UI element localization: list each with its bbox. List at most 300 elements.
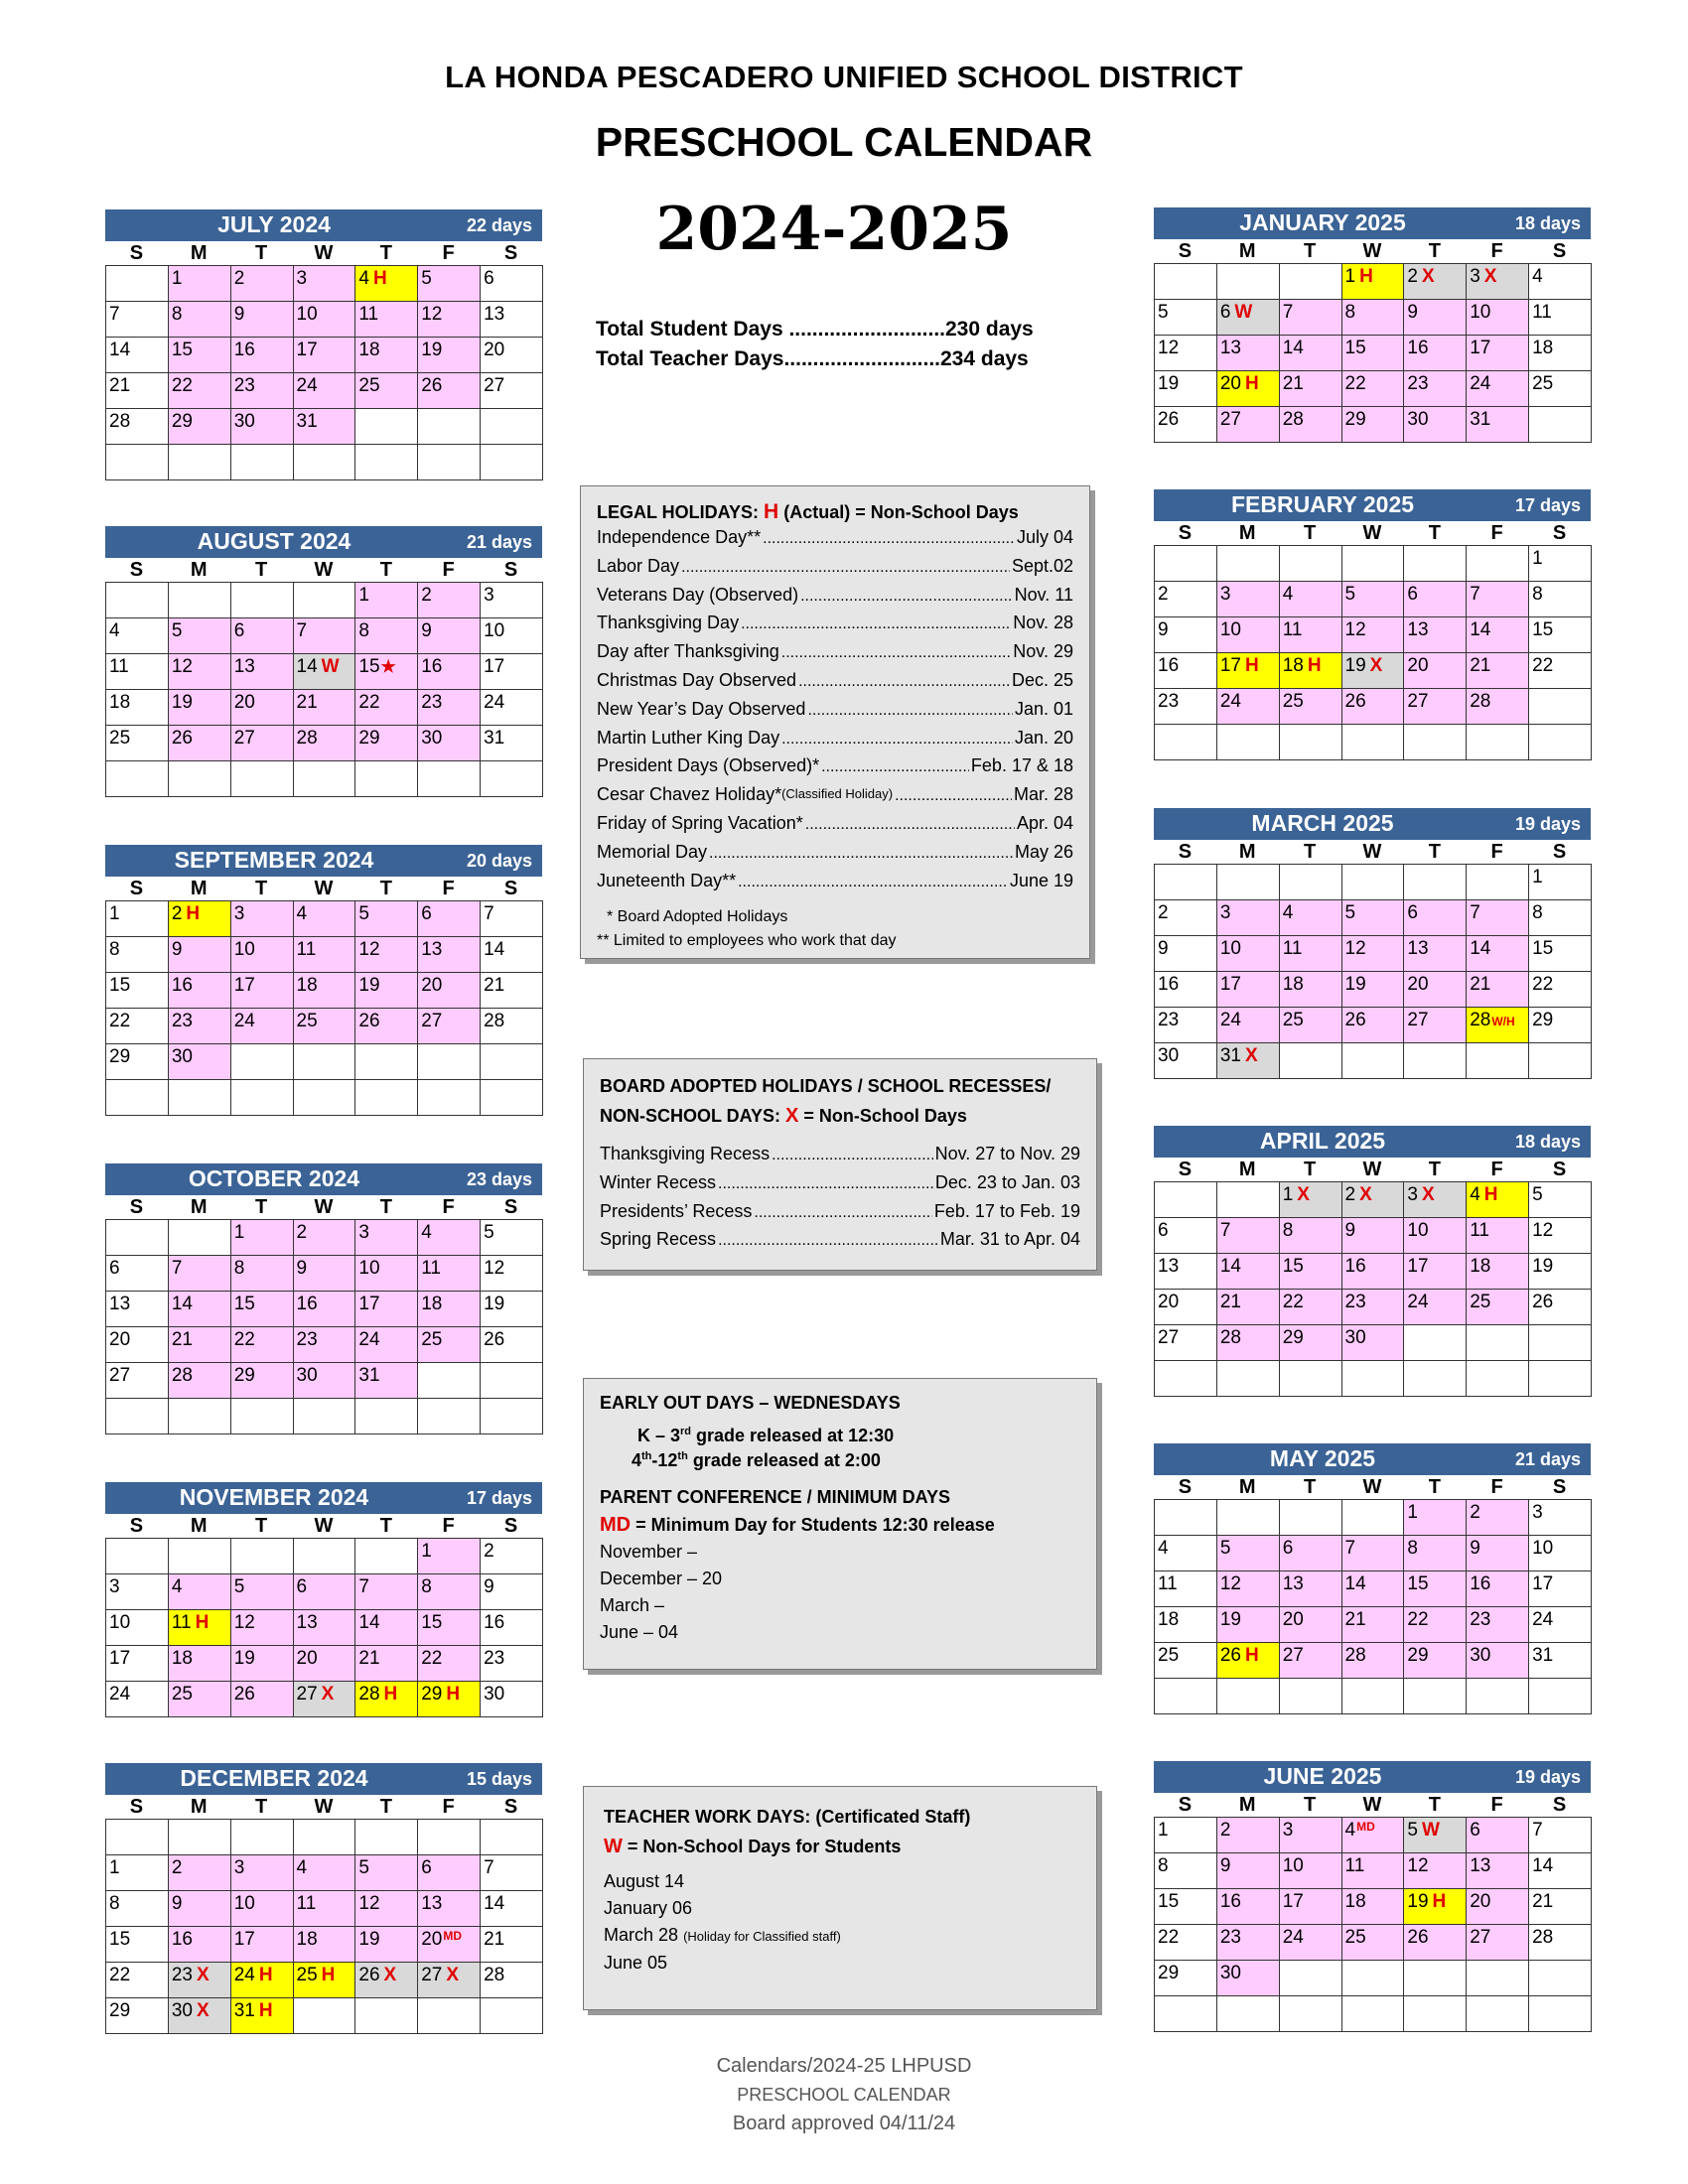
empty-cell [1155,725,1217,760]
week-row [106,1820,543,1855]
empty-cell [1404,1361,1467,1397]
day-cell [106,618,169,654]
empty-cell [418,1044,481,1080]
day-number: 18 [358,340,380,360]
day-number: 6 [421,1857,432,1878]
day-cell [481,1610,543,1646]
day-cell [230,266,293,302]
day-number: 20 [109,1329,131,1350]
empty-cell [1216,1361,1279,1397]
day-cell [1155,582,1217,617]
empty-cell [168,761,230,797]
day-cell [1341,407,1404,443]
leader-dots [718,1226,938,1255]
day-number: 8 [1282,1220,1294,1241]
day-number: 14 [171,1294,193,1314]
day-cell [481,266,543,302]
day-marker: X [383,1965,397,1985]
day-number: 20 [1407,974,1429,995]
empty-cell [355,1998,418,2034]
leader-dots [741,610,1011,638]
day-cell [481,690,543,726]
leader-dots [681,553,1010,582]
weekday-label: M [190,878,208,899]
day-number: 14 [1532,1855,1554,1876]
day-cell [230,1963,293,1998]
day-cell [1279,653,1341,689]
empty-cell [1341,1043,1404,1079]
day-cell [1467,336,1529,371]
day-cell [1155,371,1217,407]
empty-cell [1529,725,1592,760]
day-number: 21 [109,375,131,396]
month-july-2024 [105,209,542,480]
day-cell [418,338,481,373]
day-cell [1279,336,1341,371]
day-number: 6 [296,1576,308,1597]
week-row [1155,1218,1592,1254]
day-number: 30 [1158,1045,1180,1066]
day-cell [481,1891,543,1927]
day-cell [1216,1607,1279,1643]
district-name: LA HONDA PESCADERO UNIFIED SCHOOL DISTRICT [445,60,1243,94]
day-cell [1467,371,1529,407]
month-grid [1154,263,1592,443]
day-cell [1529,1643,1592,1679]
weekday-label: F [1490,240,1503,262]
empty-cell [1341,546,1404,582]
weekday-label: W [314,1515,334,1537]
empty-cell [1467,865,1529,900]
day-cell [1529,1536,1592,1571]
day-number: 15 [1282,1256,1304,1277]
weekday-header [1154,239,1591,263]
day-cell [1529,1254,1592,1290]
day-number: 10 [1407,1220,1429,1241]
day-number: 20 [421,975,443,996]
day-cell [1467,1290,1529,1325]
month-grid [1154,864,1592,1079]
empty-cell [1404,1996,1467,2032]
weekday-label: F [442,1515,455,1537]
day-cell [1155,1218,1217,1254]
day-number: 7 [109,304,120,325]
day-number: 16 [171,975,193,996]
empty-cell [106,761,169,797]
week-row [1155,1254,1592,1290]
day-number: 2 [1407,266,1418,287]
day-cell [1341,371,1404,407]
week-row [106,373,543,409]
day-cell [1404,1218,1467,1254]
day-cell [1279,582,1341,617]
day-number: 4 [358,268,369,289]
empty-cell [481,1044,543,1080]
day-number: 19 [1407,1891,1429,1912]
weekday-label: T [1428,522,1441,544]
calendar-title: PRESCHOOL CALENDAR [595,119,1093,165]
day-cell [168,1998,230,2034]
day-number: 10 [1219,938,1241,959]
day-cell [418,937,481,973]
holiday-row [597,839,1073,868]
day-cell [1279,1325,1341,1361]
day-cell [1404,1607,1467,1643]
empty-cell [1467,1961,1529,1996]
day-cell [1341,617,1404,653]
day-number: 18 [1344,1891,1366,1912]
day-number: 12 [358,939,380,960]
empty-cell [1216,264,1279,300]
leader-dots [805,810,1015,839]
weekday-label: S [1552,1476,1567,1498]
day-number: 31 [1532,1645,1554,1666]
day-cell [418,654,481,690]
day-number: 13 [484,304,505,325]
week-row [1155,725,1592,760]
day-number: 3 [233,1857,245,1878]
day-number: 20 [1470,1891,1491,1912]
day-cell [293,409,355,445]
empty-cell [1529,407,1592,443]
holiday-row [597,610,1073,638]
day-number: 27 [1219,409,1241,430]
month-day-count: 18 days [1514,1132,1581,1152]
day-marker: H [1483,1184,1498,1205]
day-marker: H [383,1684,398,1705]
month-day-count: 21 days [466,532,532,552]
weekday-label: S [503,559,518,581]
week-row [1155,371,1592,407]
day-cell [1279,617,1341,653]
day-cell [1279,407,1341,443]
day-number: 20 [1219,373,1241,394]
empty-cell [418,445,481,480]
day-number: 20 [421,1929,443,1950]
day-number: 17 [296,340,318,360]
day-cell [106,1009,169,1044]
day-cell [1155,972,1217,1008]
day-number: 2 [421,585,432,606]
day-number: 22 [1407,1609,1429,1630]
month-name: JUNE 2025 [1263,1763,1382,1789]
day-number: 9 [1158,619,1169,640]
week-row [106,302,543,338]
week-row [106,1363,543,1399]
day-number: 20 [1158,1292,1180,1312]
day-cell [106,1963,169,1998]
empty-cell [418,1363,481,1399]
day-number: 22 [171,375,193,396]
month-june-2025 [1154,1761,1591,2032]
month-day-count: 19 days [1514,814,1581,834]
holiday-date: Nov. 28 [1013,613,1073,633]
day-number: 9 [1344,1220,1356,1241]
day-cell [1341,1818,1404,1853]
day-number: 1 [1344,266,1356,287]
day-number: 28 [484,1011,505,1031]
day-number: 7 [1282,302,1294,323]
day-number: 1 [1158,1820,1169,1841]
day-cell [1216,689,1279,725]
week-row [106,1399,543,1434]
month-march-2025 [1154,808,1591,1079]
day-marker: H [1244,1645,1259,1666]
early-out-k3: K – 3rd grade released at 12:30 [637,1426,895,1445]
day-cell [1404,1643,1467,1679]
day-number: 16 [171,1929,193,1950]
day-number: 5 [1532,1184,1543,1205]
weekday-label: S [503,878,518,899]
day-number: 16 [1344,1256,1366,1277]
day-number: 24 [358,1329,380,1350]
day-number: 13 [296,1612,318,1633]
month-name: MARCH 2025 [1251,810,1394,836]
day-cell [481,1292,543,1327]
day-marker: X [1369,655,1383,676]
day-cell [481,373,543,409]
empty-cell [106,445,169,480]
day-cell [355,1363,418,1399]
day-number: 26 [1158,409,1180,430]
day-number: 3 [109,1576,120,1597]
empty-cell [355,1539,418,1574]
month-november-2024 [105,1482,542,1717]
day-number: 12 [484,1258,505,1279]
day-cell [293,1891,355,1927]
minimum-day-item: December – 20 [600,1569,723,1588]
recess-dates: Feb. 17 to Feb. 19 [933,1200,1080,1221]
day-cell [230,618,293,654]
day-cell [293,1292,355,1327]
day-number: 12 [1407,1855,1429,1876]
day-number: 10 [296,304,318,325]
recess-dates: Mar. 31 to Apr. 04 [939,1229,1080,1250]
empty-cell [1529,1043,1592,1079]
holiday-name: Juneteenth Day** [597,870,737,890]
day-cell [355,937,418,973]
weekday-label: T [255,1796,268,1818]
day-marker: X [1421,1184,1435,1205]
weekday-label: T [1428,1159,1441,1180]
day-number: 26 [1344,1010,1366,1030]
day-number: 31 [233,2000,255,2021]
day-cell [1341,264,1404,300]
day-cell [168,1009,230,1044]
weekday-label: F [1490,1476,1503,1498]
day-cell [355,373,418,409]
day-number: 11 [296,1893,317,1914]
weekday-header [105,241,542,265]
day-number: 15 [1344,338,1366,358]
day-number: 11 [171,1612,192,1633]
week-row [1155,1361,1592,1397]
weekday-label: M [190,1796,208,1818]
holiday-row [597,638,1073,667]
day-number: 27 [484,375,505,396]
day-cell [1529,1290,1592,1325]
holiday-date: Jan. 01 [1014,698,1073,719]
day-number: 17 [233,1929,255,1950]
recess-name: Thanksgiving Recess [600,1144,771,1163]
weekday-label: T [255,878,268,899]
holiday-row [597,696,1073,725]
day-number: 3 [1219,902,1231,923]
recess-row [600,1169,1080,1198]
day-cell [1529,653,1592,689]
day-number: 8 [233,1258,245,1279]
day-cell [1529,371,1592,407]
weekday-label: W [314,878,334,899]
day-cell [1341,1536,1404,1571]
day-cell [106,973,169,1009]
day-number: 30 [421,728,443,749]
holiday-name: Labor Day [597,555,680,576]
weekday-label: T [1304,841,1317,863]
day-number: 12 [358,1893,380,1914]
day-number: 28 [171,1365,193,1386]
week-row [1155,407,1592,443]
day-number: 6 [109,1258,120,1279]
weekday-label: S [1178,1476,1193,1498]
weekday-label: W [1362,240,1382,262]
day-number: 19 [484,1294,505,1314]
day-marker: H [186,903,201,924]
empty-cell [168,1220,230,1256]
day-cell [293,1682,355,1717]
month-header [1154,207,1591,239]
day-cell [1216,1643,1279,1679]
work-day-legend: W = Non-School Days for Students [604,1836,902,1857]
day-number: 22 [109,1011,131,1031]
empty-cell [1216,1996,1279,2032]
day-number: 26 [358,1011,380,1031]
day-number: 17 [233,975,255,996]
day-cell [1155,1571,1217,1607]
empty-cell [1404,1325,1467,1361]
day-number: 26 [233,1684,255,1705]
day-number: 14 [1470,938,1491,959]
day-cell [418,1009,481,1044]
day-number: 30 [1219,1963,1241,1983]
day-cell [1155,1607,1217,1643]
day-number: 4 [1470,1184,1480,1205]
day-cell [418,1327,481,1363]
weekday-label: T [379,1196,392,1218]
day-cell [1529,972,1592,1008]
day-number: 17 [484,656,505,677]
empty-cell [230,1080,293,1116]
day-cell [1155,1536,1217,1571]
empty-cell [1279,725,1341,760]
holiday-name: Martin Luther King Day [597,727,780,748]
day-number: 25 [421,1329,443,1350]
day-number: 4 [1532,266,1543,287]
day-number: 8 [171,304,183,325]
day-number: 28 [1344,1645,1366,1666]
week-row [106,1080,543,1116]
day-number: 18 [171,1648,193,1669]
month-name: FEBRUARY 2025 [1230,491,1415,517]
empty-cell [168,1080,230,1116]
empty-cell [1216,1679,1279,1714]
empty-cell [1467,1679,1529,1714]
day-cell [355,1855,418,1891]
empty-cell [418,409,481,445]
day-cell [1529,1889,1592,1925]
day-cell [106,1610,169,1646]
day-marker: H [372,268,387,289]
day-number: 18 [1470,1256,1491,1277]
weekday-label: T [1428,1794,1441,1816]
day-marker: X [1244,1045,1258,1066]
day-cell [1216,1889,1279,1925]
day-cell [230,1646,293,1682]
day-number: 21 [1470,655,1491,676]
day-cell [1404,900,1467,936]
day-number: 20 [233,692,255,713]
day-cell [1279,1182,1341,1218]
day-cell [1529,546,1592,582]
leader-dots [781,725,1013,753]
day-cell [1216,1818,1279,1853]
day-cell [355,726,418,761]
day-cell [168,1292,230,1327]
day-cell [106,1044,169,1080]
month-december-2024 [105,1763,542,2034]
day-number: 23 [296,1329,318,1350]
day-cell [293,266,355,302]
day-cell [481,973,543,1009]
weekday-label: S [503,1796,518,1818]
day-number: 8 [1158,1855,1169,1876]
day-cell [355,1220,418,1256]
day-marker: H [1307,655,1322,676]
day-cell [1467,689,1529,725]
day-number: 1 [1282,1184,1294,1205]
day-number: 29 [1158,1963,1180,1983]
day-number: 24 [1532,1609,1554,1630]
day-cell [106,302,169,338]
day-number: 12 [1344,619,1366,640]
day-number: 7 [484,1857,494,1878]
day-cell [1279,1889,1341,1925]
day-number: 4 [296,903,308,924]
leader-dots [738,868,1008,896]
day-cell [418,901,481,937]
day-cell [1279,1853,1341,1889]
day-cell [1341,1571,1404,1607]
weekday-header [1154,1158,1591,1181]
weekday-label: M [1238,522,1256,544]
day-cell [1529,1853,1592,1889]
day-number: 5 [1158,302,1169,323]
day-number: 31 [296,411,318,432]
day-number: 7 [171,1258,183,1279]
day-number: 23 [171,1965,193,1985]
day-cell [355,1682,418,1717]
week-row [106,973,543,1009]
weekday-label: M [1238,240,1256,262]
empty-cell [168,445,230,480]
day-number: 21 [1470,974,1491,995]
day-number: 24 [1219,691,1241,712]
day-marker: W [321,656,340,677]
day-cell [106,1927,169,1963]
day-marker: W [1421,1820,1440,1841]
weekday-label: T [255,1515,268,1537]
day-cell [230,338,293,373]
